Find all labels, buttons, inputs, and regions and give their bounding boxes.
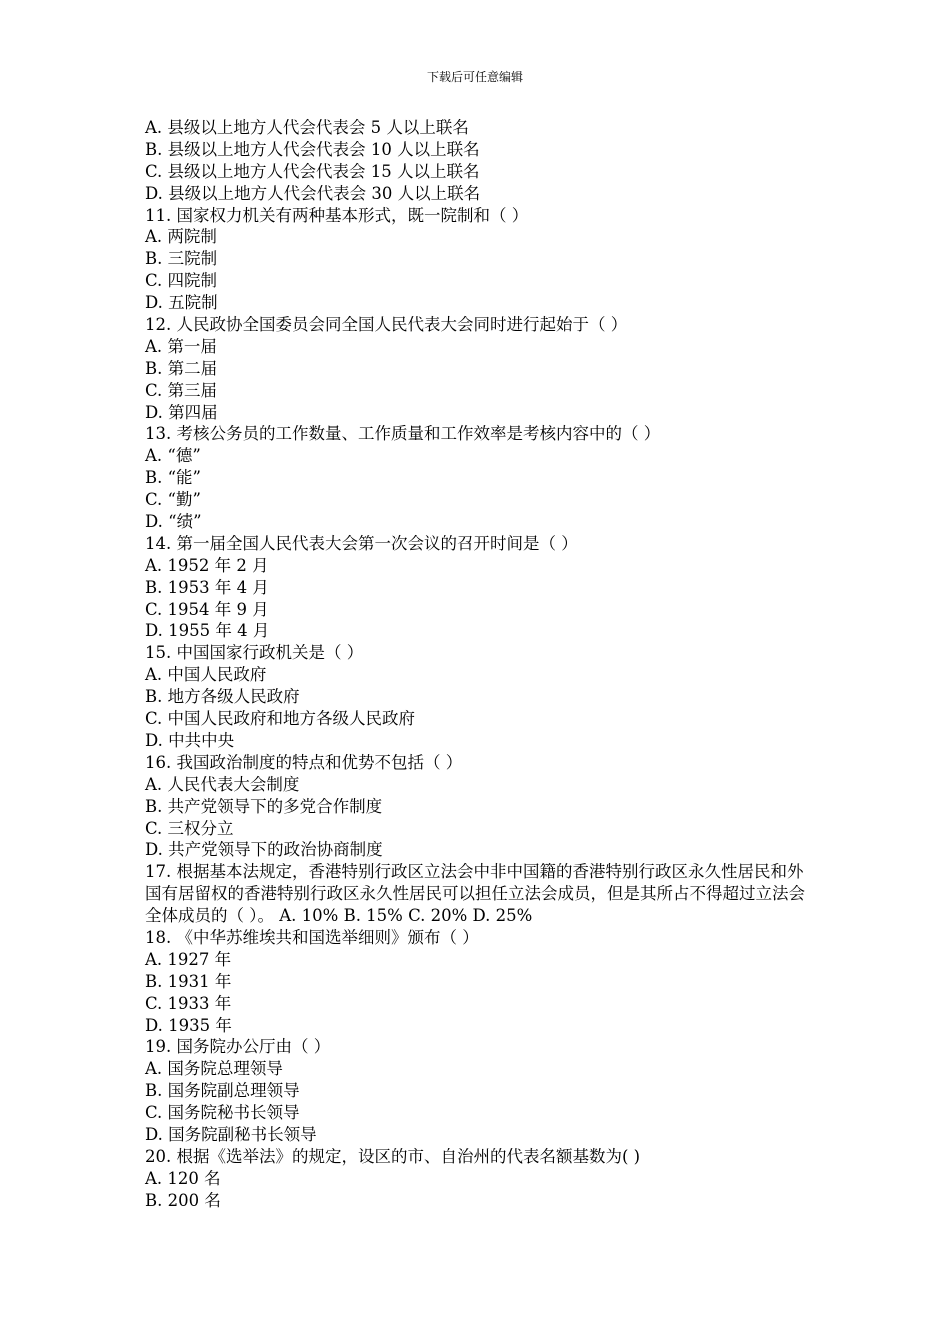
text-line: C. 中国人民政府和地方各级人民政府 xyxy=(145,709,416,729)
text-line: A. 县级以上地方人代会代表会 5 人以上联名 xyxy=(145,118,469,137)
text-line: C. 国务院秘书长领导 xyxy=(145,1103,300,1123)
text-line: B. “能” xyxy=(145,468,201,488)
text-line: B. 200 名 xyxy=(145,1190,221,1210)
text-line: A. 1927 年 xyxy=(145,949,232,969)
text-line: D. 县级以上地方人代会代表会 30 人以上联名 xyxy=(145,183,481,203)
text-line: B. 国务院副总理领导 xyxy=(145,1081,300,1101)
text-line: C. 1933 年 xyxy=(145,993,232,1013)
text-line: B. 第二届 xyxy=(145,358,218,378)
text-line: B. 县级以上地方人代会代表会 10 人以上联名 xyxy=(145,139,480,159)
question-17: 17. 根据基本法规定，香港特别行政区立法会中非中国籍的香港特别行政区永久性居民和外国有居留权的香港特别行政区永久性居民可以担任立法会成员，但是其所占不得超过立法会全体成员的（ ）。 A. 10% B. 15% C. 20% D. 25% xyxy=(145,862,805,926)
page-header: 下载后可任意编辑 xyxy=(426,70,523,84)
text-line: B. 1931 年 xyxy=(145,971,232,991)
text-line: C. 县级以上地方人代会代表会 15 人以上联名 xyxy=(145,161,480,181)
text-line: B. 地方各级人民政府 xyxy=(145,687,300,707)
text-line: D. 国务院副秘书长领导 xyxy=(145,1125,317,1145)
text-line: A. 两院制 xyxy=(145,227,217,247)
text-line: D. 共产党领导下的政治协商制度 xyxy=(145,840,383,860)
question-12: 12. 人民政协全国委员会同全国人民代表大会同时进行起始于（ ） xyxy=(145,315,628,335)
text-line: D. 1935 年 xyxy=(145,1015,232,1035)
text-line: A. 国务院总理领导 xyxy=(145,1059,283,1079)
text-line: A. 中国人民政府 xyxy=(145,665,267,685)
question-14: 14. 第一届全国人民代表大会第一次会议的召开时间是（ ） xyxy=(145,533,578,553)
text-line: C. 1954 年 9 月 xyxy=(145,599,269,619)
text-line: A. 1952 年 2 月 xyxy=(145,555,269,575)
text-line: D. 中共中央 xyxy=(145,730,235,750)
text-line: D. 第四届 xyxy=(145,402,218,422)
text-line: D. 五院制 xyxy=(145,293,218,313)
text-line: C. 第三届 xyxy=(145,380,218,400)
text-line: D. “绩” xyxy=(145,512,202,532)
question-20: 20. 根据《选举法》的规定，设区的市、自治州的代表名额基数为( ) xyxy=(145,1146,641,1166)
text-line: A. 第一届 xyxy=(145,336,217,356)
text-line: A. 人民代表大会制度 xyxy=(145,774,300,794)
question-19: 19. 国务院办公厅由（ ） xyxy=(145,1037,331,1057)
text-line: A. 120 名 xyxy=(145,1168,221,1188)
question-15: 15. 中国国家行政机关是（ ） xyxy=(145,643,364,663)
text-line: B. 共产党领导下的多党合作制度 xyxy=(145,796,383,816)
question-list xyxy=(145,117,825,1212)
question-18: 18. 《中华苏维埃共和国选举细则》颁布（ ） xyxy=(145,928,479,947)
question-11: 11. 国家权力机关有两种基本形式，既一院制和（ ） xyxy=(145,205,529,225)
text-line: C. 三权分立 xyxy=(145,818,234,838)
text-line: B. 三院制 xyxy=(145,249,218,269)
text-line: B. 1953 年 4 月 xyxy=(145,577,269,597)
text-line: C. “勤” xyxy=(145,490,201,510)
text-line: A. “德” xyxy=(145,446,201,466)
text-line: D. 1955 年 4 月 xyxy=(145,621,270,641)
question-16: 16. 我国政治制度的特点和优势不包括（ ） xyxy=(145,752,463,772)
question-13: 13. 考核公务员的工作数量、工作质量和工作效率是考核内容中的（ ） xyxy=(145,424,661,444)
text-line: C. 四院制 xyxy=(145,271,218,291)
